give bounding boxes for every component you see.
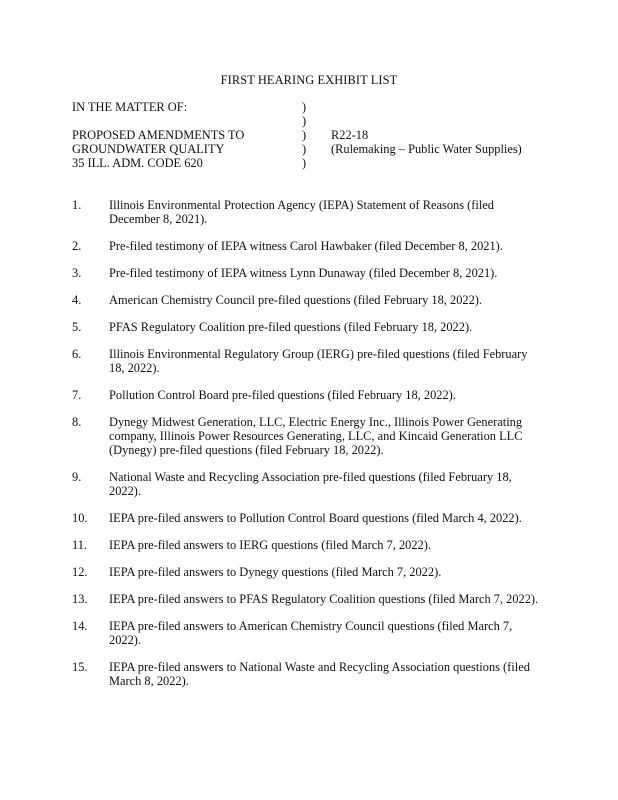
paren: ) <box>302 142 307 156</box>
exhibit-number: 13. <box>72 592 88 606</box>
exhibit-item <box>72 388 542 402</box>
exhibit-item <box>72 198 542 226</box>
exhibit-text: Dynegy Midwest Generation, LLC, Electric Energy Inc., Illinois Power Generating company, Illinois Power Resources Generating, LLC, and Kincaid Generation LLC (Dynegy) pre-filed questions (filed February 18, 2022). <box>109 415 523 457</box>
docket-block <box>331 128 522 156</box>
exhibit-text: IEPA pre-filed answers to National Waste and Recycling Association questions (filed March 8, 2022). <box>109 660 530 688</box>
exhibit-item <box>72 347 542 375</box>
exhibit-item <box>72 511 542 525</box>
exhibit-text: IEPA pre-filed answers to American Chemistry Council questions (filed March 7, 2022). <box>109 619 513 647</box>
exhibit-number: 9. <box>72 470 82 484</box>
exhibit-text: IEPA pre-filed answers to Dynegy questions (filed March 7, 2022). <box>109 565 442 579</box>
exhibit-number: 7. <box>72 388 82 402</box>
exhibit-number: 8. <box>72 415 82 429</box>
matter-label: IN THE MATTER OF: <box>72 100 188 114</box>
exhibit-text: IEPA pre-filed answers to PFAS Regulatory Coalition questions (filed March 7, 2022). <box>109 592 539 606</box>
exhibit-number: 15. <box>72 660 88 674</box>
exhibit-text: National Waste and Recycling Association pre-filed questions (filed February 18, 2022). <box>109 470 512 498</box>
exhibit-number: 1. <box>72 198 82 212</box>
exhibit-text: IEPA pre-filed answers to Pollution Control Board questions (filed March 4, 2022). <box>109 511 522 525</box>
exhibit-item <box>72 565 542 579</box>
exhibit-item <box>72 293 542 307</box>
exhibit-text: Pre-filed testimony of IEPA witness Lynn Dunaway (filed December 8, 2021). <box>109 266 498 280</box>
exhibit-number: 11. <box>72 538 88 552</box>
caption-parens <box>302 100 306 170</box>
exhibit-text: Illinois Environmental Protection Agency (IEPA) Statement of Reasons (filed December 8, 2021). <box>109 198 494 226</box>
exhibit-text: Illinois Environmental Regulatory Group (IERG) pre-filed questions (filed February 18, 2022). <box>109 347 528 375</box>
exhibit-text: American Chemistry Council pre-filed questions (filed February 18, 2022). <box>109 293 483 307</box>
exhibit-item <box>72 470 542 498</box>
paren: ) <box>302 156 307 170</box>
paren: ) <box>302 128 307 142</box>
exhibit-item <box>72 619 542 647</box>
exhibit-number: 14. <box>72 619 88 633</box>
docket-number: R22-18 <box>331 128 369 142</box>
paren: ) <box>302 100 307 114</box>
paren: ) <box>302 114 307 128</box>
exhibit-item <box>72 415 542 457</box>
case-caption <box>72 100 572 172</box>
exhibit-text: Pre-filed testimony of IEPA witness Carol Hawbaker (filed December 8, 2021). <box>109 239 503 253</box>
exhibit-item <box>72 320 542 334</box>
exhibit-number: 3. <box>72 266 82 280</box>
exhibit-text: PFAS Regulatory Coalition pre-filed questions (filed February 18, 2022). <box>109 320 473 334</box>
exhibit-item <box>72 538 542 552</box>
exhibit-item <box>72 266 542 280</box>
exhibit-item <box>72 592 542 606</box>
docket-description: (Rulemaking – Public Water Supplies) <box>331 142 522 156</box>
exhibit-number: 6. <box>72 347 82 361</box>
exhibit-text: IEPA pre-filed answers to IERG questions (filed March 7, 2022). <box>109 538 431 552</box>
exhibit-text: Pollution Control Board pre-filed questions (filed February 18, 2022). <box>109 388 456 402</box>
exhibit-number: 5. <box>72 320 82 334</box>
exhibit-item <box>72 660 542 688</box>
matter-line: 35 ILL. ADM. CODE 620 <box>72 156 203 170</box>
matter-line: GROUNDWATER QUALITY <box>72 142 225 156</box>
matter-block <box>72 100 244 170</box>
exhibit-number: 12. <box>72 565 88 579</box>
exhibit-list <box>72 198 542 701</box>
exhibit-item <box>72 239 542 253</box>
exhibit-number: 2. <box>72 239 82 253</box>
exhibit-number: 10. <box>72 511 88 525</box>
document-title: FIRST HEARING EXHIBIT LIST <box>220 73 398 87</box>
exhibit-number: 4. <box>72 293 82 307</box>
matter-line: PROPOSED AMENDMENTS TO <box>72 128 245 142</box>
